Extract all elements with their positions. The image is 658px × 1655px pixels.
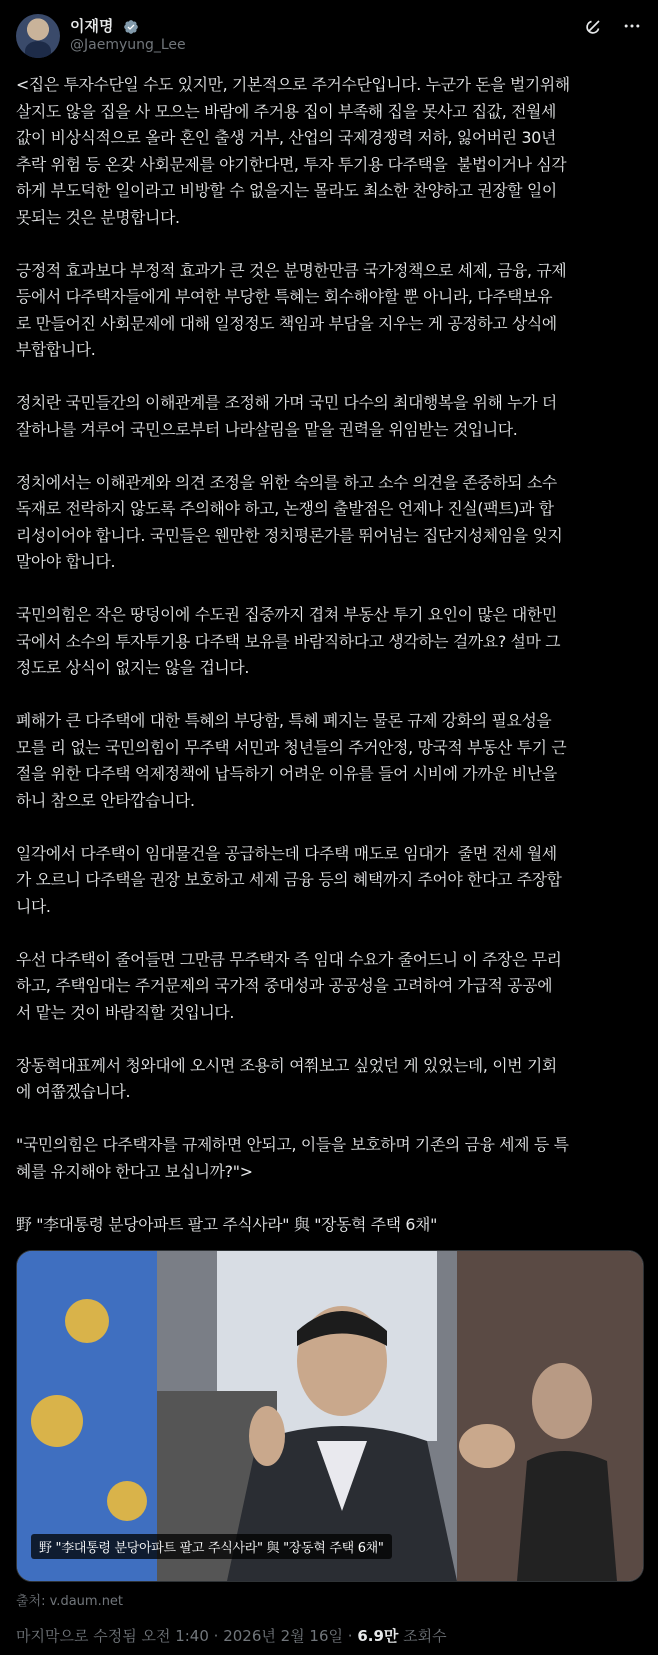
post-header [16, 14, 642, 58]
press-photo [17, 1251, 643, 1581]
user-handle[interactable]: @Jaemyung_Lee [70, 37, 186, 53]
views-count: 6.9만 [357, 1627, 399, 1645]
post-image[interactable] [16, 1250, 644, 1582]
verified-badge-icon [123, 19, 139, 35]
edited-time[interactable]: 마지막으로 수정됨 오전 1:40 · 2026년 2월 16일 · [16, 1627, 358, 1645]
display-name-text[interactable]: 이재명 [70, 17, 114, 35]
post-text: <집은 투자수단일 수도 있지만, 기본적으로 주거수단입니다. 누군가 돈을 벌기위해 살지도 않을 집을 사 모으는 바람에 주거용 집이 부족해 집을 못사고 집값, 전월세 값이 비상식적으로 올라 혼인 출생 거부, 산업의 국제경쟁력 저하, 잃어버린 30년 추락 위험 등 온갖 사회문제를 야기한다면, 투자 투기용 다주택을 불법이거나 심각 하게 부도덕한 일이라고 비방할 수 없을지는 몰라도 최소한 찬양하고 권장할 일이 못되는 것은 분명합니다. 긍정적 효과보다 부정적 효과가 큰 것은 분명한만큼 국가정책으로 세제, 금융, 규제 등에서 다주택자들에게 부여한 부당한 특혜는 회수해야할 뿐 아니라, 다주택보유 로 만들어진 사회문제에 대해 일정정도 책임과 부담을 지우는 게 공정하고 상식에 부합합니다. 정치란 국민들간의 이해관계를 조정해 가며 국민 다수의 최대행복을 위해 누가 더 잘하나를 겨루어 국민으로부터 나라살림을 맡을 권력을 위임받는 것입니다. 정치에서는 이해관계와 의견 조정을 위한 숙의를 하고 소수 의견을 존중하되 소수 독재로 전락하지 않도록 주의해야 하고, 논쟁의 출발점은 언제나 진실(팩트)과 합 리성이어야 합니다. 국민들은 웬만한 정치평론가를 뛰어넘는 집단지성체임을 잊지 말아야 합니다. 국민의힘은 작은 땅덩이에 수도권 집중까지 겹쳐 부동산 투기 요인이 많은 대한민 국에서 소수의 투자투기용 다주택 보유를 바람직하다고 생각하는 걸까요? 설마 그 정도로 상식이 없지는 않을 겁니다. 폐해가 큰 다주택에 대한 특혜의 부당함, 특혜 폐지는 물론 규제 강화의 필요성을 모를 리 없는 국민의힘이 무주택 서민과 청년들의 주거안정, 망국적 부동산 투기 근 절을 위한 다주택 억제정책에 납득하기 어려운 이유를 들어 시비에 가까운 비난을 하니 참으로 안타깝습니다. 일각에서 다주택이 임대물건을 공급하는데 다주택 매도로 임대가 줄면 전세 월세 가 오르니 다주택을 권장 보호하고 세제 금융 등의 혜택까지 주어야 한다고 주장합 니다. 우선 다주택이 줄어들면 그만큼 무주택자 즉 임대 수요가 줄어드니 이 주장은 무리 하고, 주택임대는 주거문제의 국가적 중대성과 공공성을 고려하여 가급적 공공에 서 맡는 것이 바람직할 것입니다. 장동혁대표께서 청와대에 오시면 조용히 여쭤보고 싶었던 게 있었는데, 이번 기회 에 여쭙겠습니다. "국민의힘은 다주택자를 규제하면 안되고, 이들을 보호하며 기존의 금융 세제 등 특 혜를 유지해야 한다고 보십니까?"> 野 "李대통령 분당아파트 팔고 주식사라" 與 "장동혁 주택 6채" [16, 75, 570, 1234]
more-dots-icon[interactable] [622, 16, 642, 36]
source-link[interactable]: 출처: v.daum.net [16, 1594, 124, 1609]
grok-icon[interactable] [584, 16, 604, 36]
post-meta [16, 1625, 447, 1646]
image-caption: 野 "李대통령 분당아파트 팔고 주식사라" 與 "장동혁 주택 6채" [31, 1534, 392, 1559]
display-name[interactable] [70, 15, 139, 36]
views-label: 조회수 [398, 1627, 447, 1645]
avatar[interactable] [16, 14, 60, 58]
